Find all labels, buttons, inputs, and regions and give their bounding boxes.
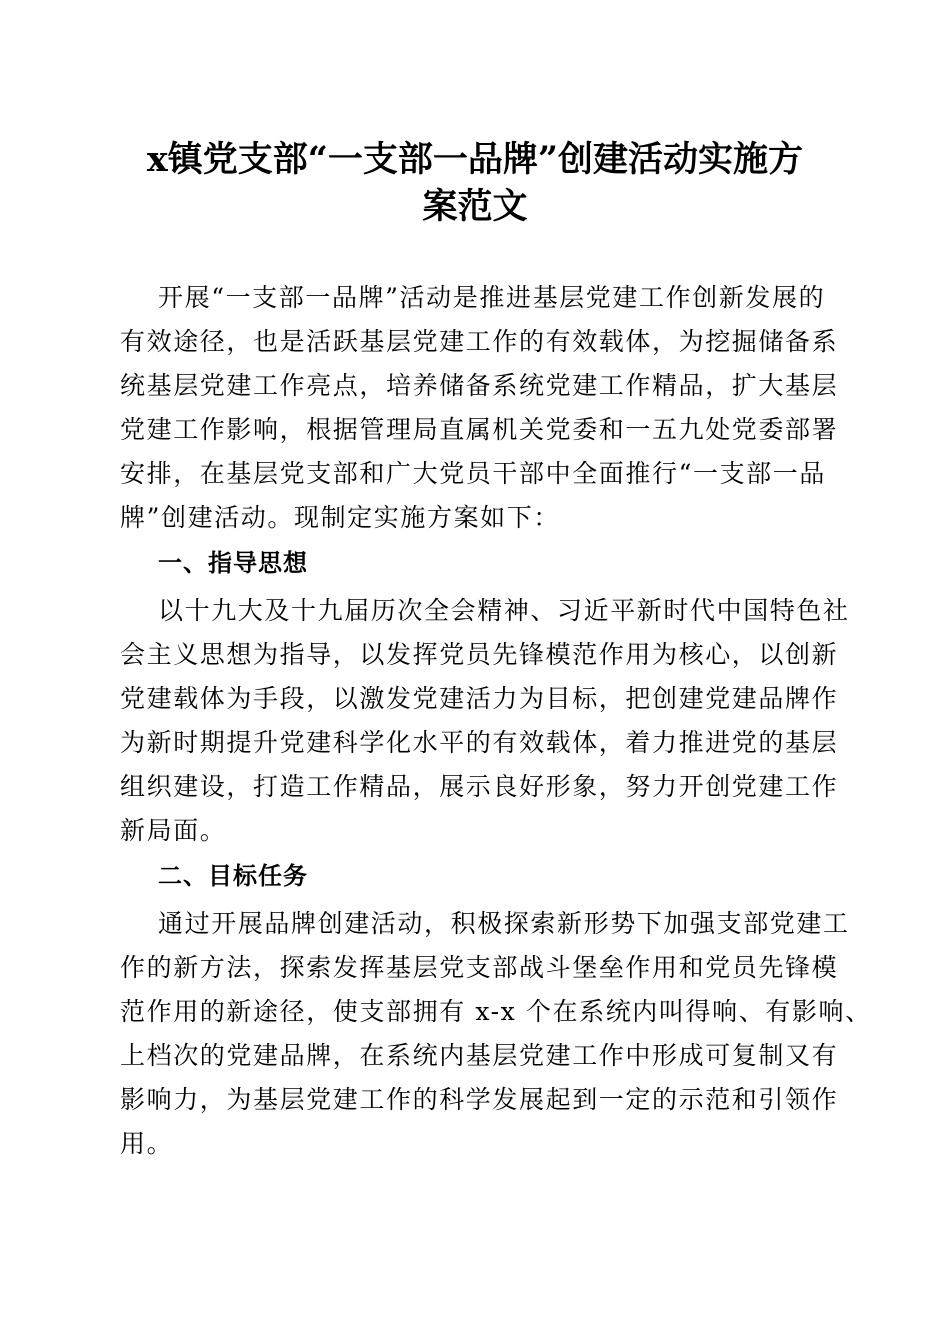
section1-line: 新局面。: [120, 816, 227, 845]
section1-line: 会主义思想为指导，以发挥党员先锋模范作用为核心，以创新: [120, 640, 839, 669]
intro-line: 安排，在基层党支部和广大党员干部中全面推行“一支部一品: [120, 459, 826, 488]
intro-line: 党建工作影响，根据管理局直属机关党委和一五九处党委部署: [120, 415, 839, 444]
document-title-line-2: 案范文: [422, 186, 528, 227]
section2-line: 影响力，为基层党建工作的科学发展起到一定的示范和引领作: [120, 1085, 839, 1114]
document-title-line-1: x镇党支部“一支部一品牌”创建活动实施方: [146, 139, 804, 180]
intro-line: 有效途径，也是活跃基层党建工作的有效载体，为挖掘储备系: [120, 327, 839, 356]
section2-line: 通过开展品牌创建活动，积极探索新形势下加强支部党建工: [158, 909, 850, 938]
section1-line: 为新时期提升党建科学化水平的有效载体，着力推进党的基层: [120, 728, 839, 757]
section-heading-goals-tasks: 二、目标任务: [158, 862, 308, 890]
intro-line: 牌”创建活动。现制定实施方案如下：: [120, 503, 560, 532]
section2-line: 用。: [120, 1129, 174, 1158]
intro-line: 统基层党建工作亮点，培养储备系统党建工作精品，扩大基层: [120, 371, 839, 400]
section1-line: 党建载体为手段，以激发党建活力为目标，把创建党建品牌作: [120, 684, 839, 713]
section2-line: 范作用的新途径，使支部拥有 x-x 个在系统内叫得响、有影响、: [120, 997, 872, 1026]
section1-line: 组织建设，打造工作精品，展示良好形象，努力开创党建工作: [120, 772, 839, 801]
section2-line: 作的新方法，探索发挥基层党支部战斗堡垒作用和党员先锋模: [120, 953, 839, 982]
section-heading-guiding-thought: 一、指导思想: [158, 549, 308, 577]
section2-line: 上档次的党建品牌，在系统内基层党建工作中形成可复制又有: [120, 1041, 839, 1070]
section1-line: 以十九大及十九届历次全会精神、习近平新时代中国特色社: [158, 596, 850, 625]
intro-line: 开展“一支部一品牌”活动是推进基层党建工作创新发展的: [158, 283, 826, 312]
